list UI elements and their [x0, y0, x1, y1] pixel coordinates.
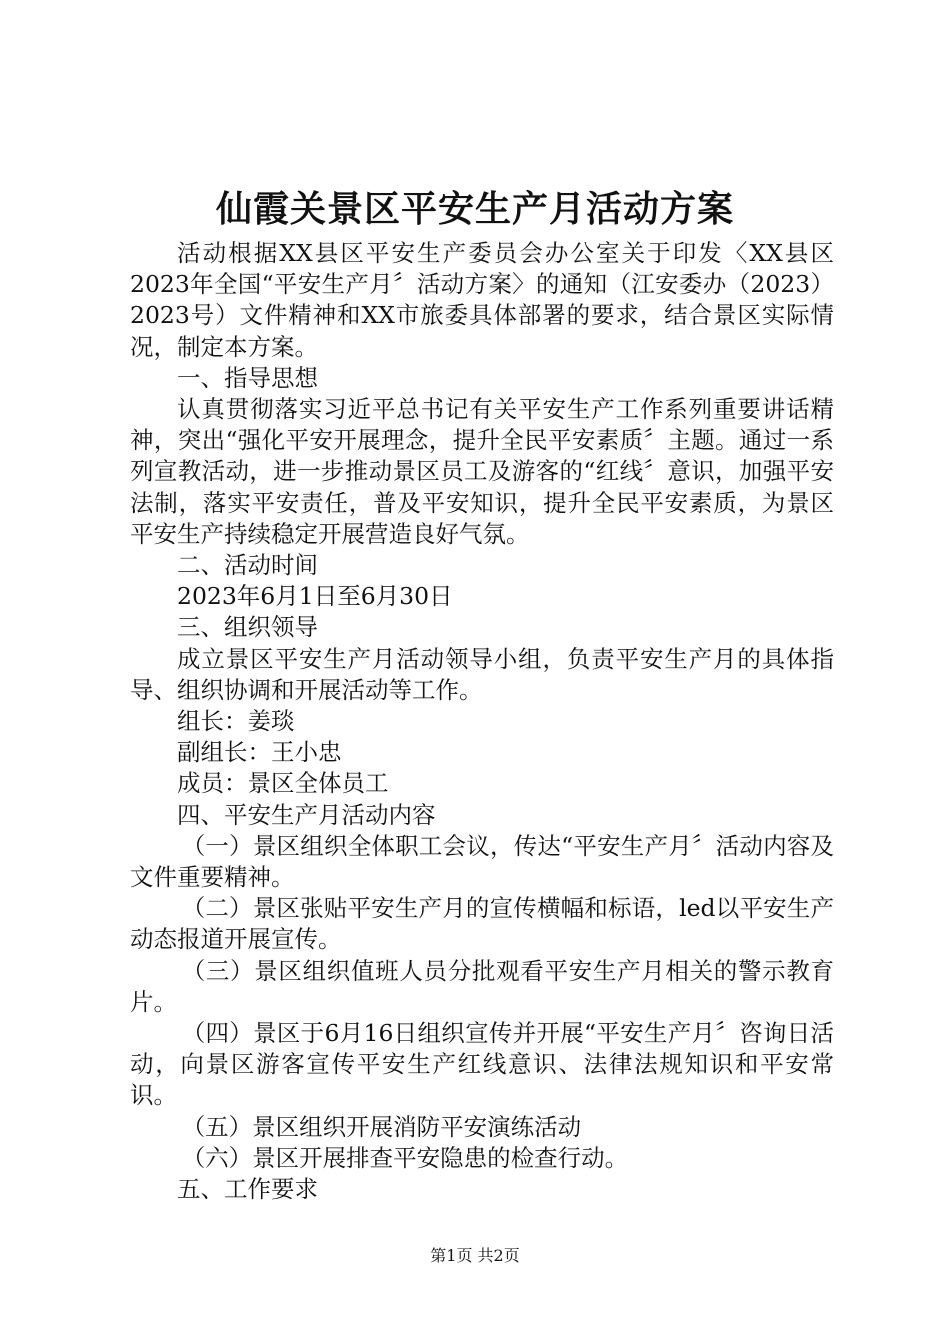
list-item: （一）景区组织全体职工会议，传达“平安生产月〞活动内容及文件重要精神。: [130, 831, 834, 892]
page-title: 仙霞关景区平安生产月活动方案: [215, 188, 734, 230]
section-heading: 三、组织领导: [177, 613, 318, 642]
body-paragraph: 成员：景区全体员工: [177, 769, 389, 798]
section-heading: 五、工作要求: [177, 1175, 318, 1204]
list-item: （五）景区组织开展消防平安演练活动: [181, 1112, 582, 1141]
list-item: （三）景区组织值班人员分批观看平安生产月相关的警示教育片。: [130, 956, 834, 1016]
list-item: （二）景区张贴平安生产月的宣传横幅和标语，led以平安生产动态报道开展宣传。: [130, 894, 834, 954]
section-heading: 四、平安生产月活动内容: [177, 800, 436, 829]
body-paragraph: 副组长：王小忠: [177, 738, 342, 767]
body-paragraph: 成立景区平安生产月活动领导小组，负责平安生产月的具体指导、组织协调和开展活动等工作。: [130, 644, 834, 704]
body-paragraph: 认真贯彻落实习近平总书记有关平安生产工作系列重要讲话精神，突出“强化平安开展理念，提升全民平安素质〞主题。通过一系列宣教活动，进一步推动景区员工及游客的“红线〞意识，加强平安法制，落实平安责任，普及平安知识，提升全民平安素质，为景区平安生产持续稳定开展营造良好气氛。: [130, 395, 834, 548]
list-item: （四）景区于6月16日组织宣传并开展“平安生产月〞咨询日活动，向景区游客宣传平安生产红线意识、法律法规知识和平安常识。: [130, 1019, 834, 1110]
section-heading: 一、指导思想: [177, 363, 318, 392]
body-paragraph: 组长：姜琰: [177, 707, 295, 736]
page-footer: 第1页 共2页: [430, 1246, 520, 1265]
list-item: （六）景区开展排查平安隐患的检查行动。: [181, 1143, 629, 1172]
section-heading: 二、活动时间: [177, 551, 318, 580]
document-body: [130, 238, 834, 1205]
intro-paragraph: 活动根据XX县区平安生产委员会办公室关于印发〈XX县区2023年全国“平安生产月〞活动方案〉的通知（江安委办（2023）2023号）文件精神和XX市旅委具体部署的要求，结合景区实际情况，制定本方案。: [130, 239, 834, 361]
body-paragraph: 2023年6月1日至6月30日: [177, 582, 453, 611]
